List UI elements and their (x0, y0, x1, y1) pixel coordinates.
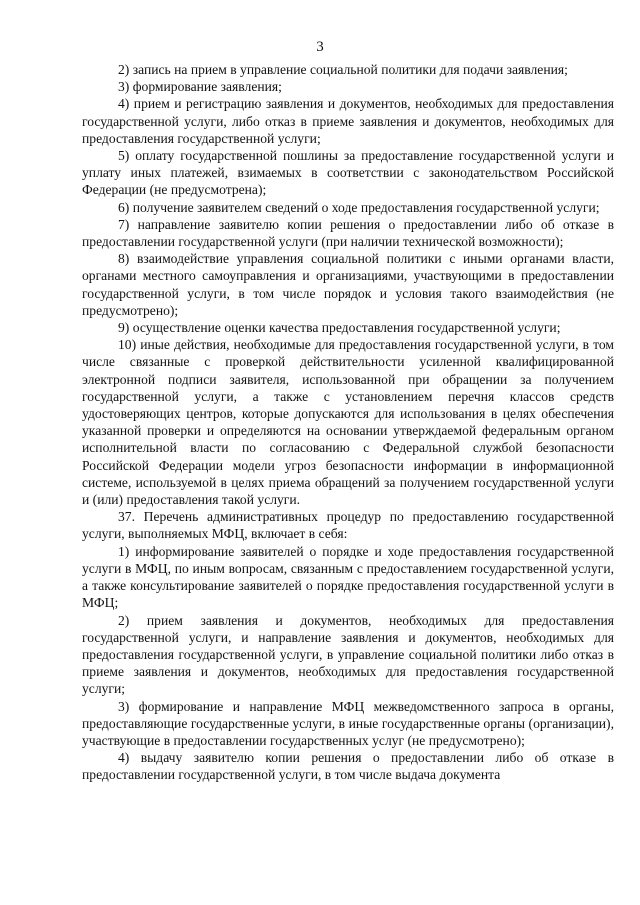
paragraph-11: 1) информирование заявителей о порядке и ходе предоставления государственной услуги в МФЦ, по иным вопросам, связанным с предоставлением государственной услуги, а также консультирование заявителей о порядке предоставления государственной услуги в МФЦ; (82, 543, 614, 611)
paragraph-3: 4) прием и регистрацию заявления и документов, необходимых для предоставления государственной услуги, либо отказ в приеме заявления и документов, необходимых для предоставления государственной услуги; (82, 96, 614, 146)
paragraph-13: 3) формирование и направление МФЦ межведомственного запроса в органы, предоставляющие государственные услуги, в иные государственные органы (организации), участвующие в предоставлении государственных услуг (не предусмотрено); (82, 698, 614, 748)
paragraph-12: 2) прием заявления и документов, необходимых для предоставления государственной услуги, и направление заявления и документов, необходимых для предоставления государственной услуги, в управление социальной политики либо отказ в приеме заявления и документов, необходимых для предоставления государственной услуги; (82, 612, 614, 697)
paragraph-8: 9) осуществление оценки качества предоставления государственной услуги; (118, 320, 561, 336)
paragraph-7: 8) взаимодействие управления социальной политики с иными органами власти, органами местного самоуправления и организациями, участвующими в предоставлении государственной услуги, в том числе порядок и условия такого взаимодействия (не предусмотрено); (82, 251, 614, 318)
paragraph-4: 5) оплату государственной пошлины за предоставление государственной услуги и уплату иных платежей, взимаемых в соответствии с законодательством Российской Федерации (не предусмотрена); (82, 148, 614, 198)
page-number: 3 (316, 39, 324, 55)
paragraph-1: 2) запись на прием в управление социальной политики для подачи заявления; (118, 62, 568, 77)
paragraph-9: 10) иные действия, необходимые для предоставления государственной услуги, в том числе связанные с проверкой действительности усиленной квалифицированной электронной подписи заявителя, использованной при обращении за получением государственной услуги, а также с установлением перечня классов средств удостоверяющих центров, которые допускаются для использования в целях обеспечения указанной проверки и определяются на основании утверждаемой федеральным органом исполнительной власти по согласованию с Федеральной службой безопасности Российской Федерации модели угроз безопасности информации в информационной системе, используемой в целях приема обращений за получением государственной услуги и (или) предоставления такой услуги. (82, 337, 614, 508)
document-body (82, 61, 614, 784)
paragraph-14: 4) выдачу заявителю копии решения о предоставлении либо об отказе в предоставлении государственной услуги, в том числе выдача документа (82, 750, 614, 783)
paragraph-2: 3) формирование заявления; (118, 79, 282, 95)
paragraph-10: 37. Перечень административных процедур по предоставлению государственной услуги, выполняемых МФЦ, включает в себя: (82, 509, 614, 542)
paragraph-5: 6) получение заявителем сведений о ходе предоставления государственной услуги; (118, 199, 600, 215)
paragraph-6: 7) направление заявителю копии решения о предоставлении либо об отказе в предоставлении государственной услуги (при наличии технической возможности); (82, 216, 614, 250)
